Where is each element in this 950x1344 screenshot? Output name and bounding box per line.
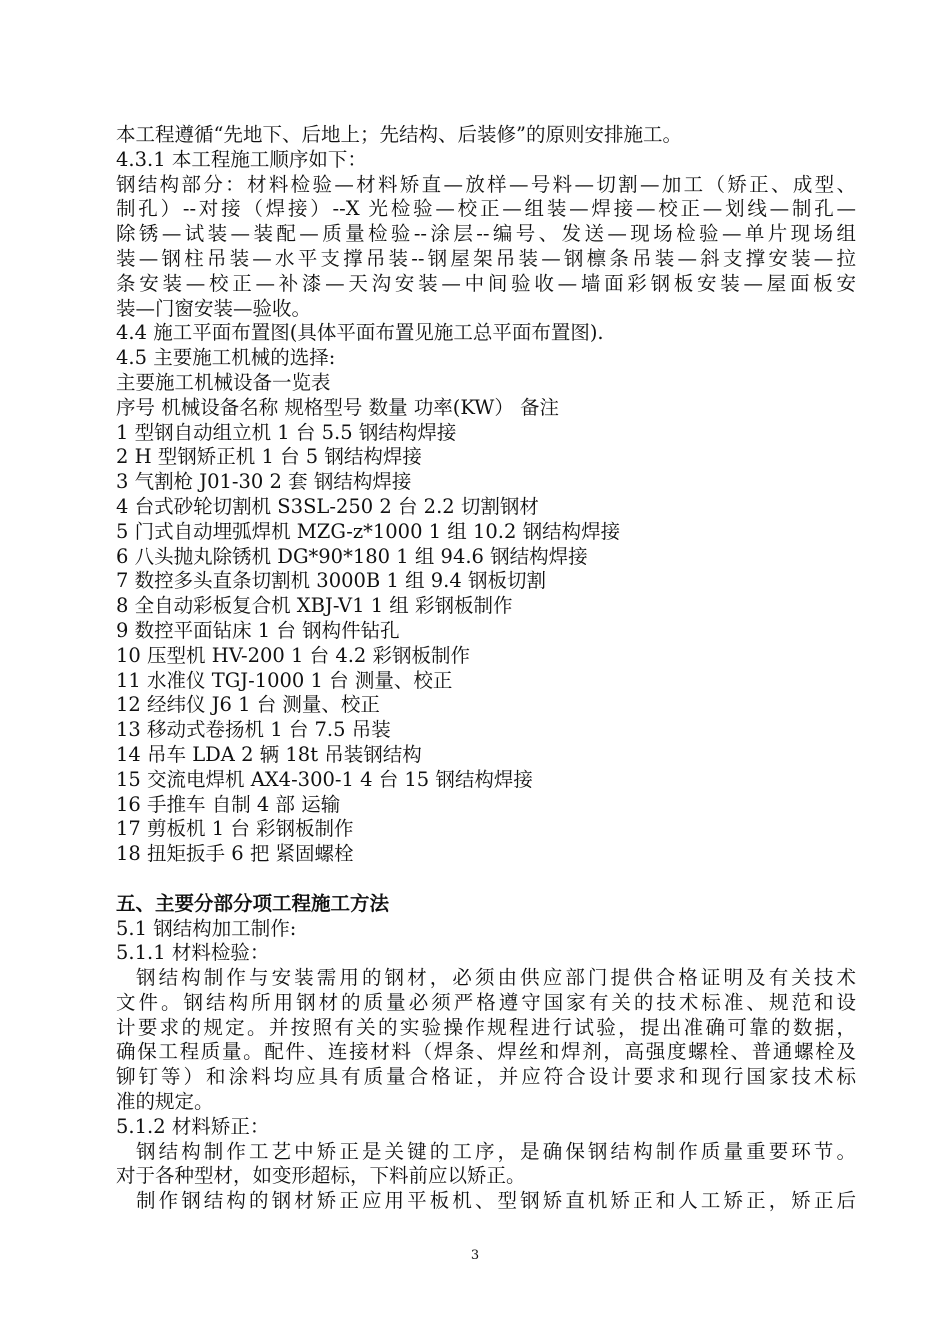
equipment-row: 1 型钢自动组立机 1 台 5.5 钢结构焊接 — [116, 420, 457, 444]
paragraph-line: 文件。钢结构所用钢材的质量必须严格遵守国家有关的技术标准、规范和设 — [116, 990, 856, 1014]
section-5-1: 5.1 钢结构加工制作: — [116, 916, 297, 940]
paragraph-line: 确保工程质量。配件、连接材料（焊条、焊丝和焊剂，高强度螺栓、普通螺栓及 — [116, 1040, 856, 1064]
equipment-row: 7 数控多头直条切割机 3000B 1 组 9.4 钢板切割 — [116, 569, 546, 593]
equipment-row: 16 手推车 自制 4 部 运输 — [116, 792, 341, 816]
equipment-row: 14 吊车 LDA 2 辆 18t 吊装钢结构 — [116, 742, 422, 766]
paragraph-line: 对于各种型材，如变形超标，下料前应以矫正。 — [116, 1164, 526, 1188]
sequence-line: 条安装—校正—补漆—天沟安装—中间验收—墙面彩钢板安装—屋面板安 — [116, 271, 856, 295]
equipment-row: 17 剪板机 1 台 彩钢板制作 — [116, 817, 354, 841]
equipment-row: 8 全自动彩板复合机 XBJ-V1 1 组 彩钢板制作 — [116, 594, 513, 618]
paragraph-line: 钢结构制作工艺中矫正是关键的工序，是确保钢结构制作质量重要环节。 — [136, 1139, 856, 1163]
equipment-row: 2 H 型钢矫正机 1 台 5 钢结构焊接 — [116, 445, 422, 469]
section-4-4: 4.4 施工平面布置图(具体平面布置见施工总平面布置图). — [116, 321, 604, 345]
equipment-row: 6 八头抛丸除锈机 DG*90*180 1 组 94.6 钢结构焊接 — [116, 544, 588, 568]
sequence-line: 除锈—试装—装配—质量检验--涂层--编号、发送—现场检验—单片现场组 — [116, 222, 856, 246]
chapter-5-heading: 五、主要分部分项工程施工方法 — [116, 891, 390, 915]
equipment-row: 5 门式自动埋弧焊机 MZG-z*1000 1 组 10.2 钢结构焊接 — [116, 519, 621, 543]
sequence-line: 装—钢柱吊装—水平支撑吊装--钢屋架吊装—钢檩条吊装—斜支撑安装—拉 — [116, 246, 856, 270]
sequence-line: 制孔）--对接（焊接）--X 光检验—校正—组装—焊接—校正—划线—制孔— — [116, 197, 856, 221]
equipment-row: 10 压型机 HV-200 1 台 4.2 彩钢板制作 — [116, 643, 471, 667]
paragraph-line: 钢结构制作与安装需用的钢材，必须由供应部门提供合格证明及有关技术 — [136, 966, 856, 990]
sequence-line: 钢结构部分：材料检验—材料矫直—放样—号料—切割—加工（矫正、成型、 — [116, 172, 856, 196]
paragraph-line: 计要求的规定。并按照有关的实验操作规程进行试验，提出准确可靠的数据， — [116, 1015, 856, 1039]
page-number: 3 — [470, 1248, 480, 1263]
equipment-table-header: 序号 机械设备名称 规格型号 数量 功率(KW） 备注 — [116, 395, 560, 419]
equipment-row: 9 数控平面钻床 1 台 钢构件钻孔 — [116, 618, 400, 642]
paragraph-line: 铆钉等）和涂料均应具有质量合格证，并应符合设计要求和现行国家技术标 — [116, 1065, 856, 1089]
equipment-row: 18 扭矩扳手 6 把 紧固螺栓 — [116, 842, 354, 866]
intro-paragraph: 本工程遵循“先地下、后地上；先结构、后装修”的原则安排施工。 — [116, 123, 682, 146]
equipment-table-title: 主要施工机械设备一览表 — [116, 370, 331, 394]
section-5-1-2-title: 5.1.2 材料矫正： — [116, 1114, 270, 1138]
equipment-row: 12 经纬仪 J6 1 台 测量、校正 — [116, 693, 380, 717]
page-content — [116, 123, 856, 1214]
paragraph-line: 制作钢结构的钢材矫正应用平板机、型钢矫直机矫正和人工矫正，矫正后 — [136, 1189, 856, 1213]
sequence-line: 装—门窗安装—验收。 — [116, 296, 312, 320]
equipment-row: 15 交流电焊机 AX4-300-1 4 台 15 钢结构焊接 — [116, 767, 533, 791]
equipment-row: 4 台式砂轮切割机 S3SL-250 2 台 2.2 切割钢材 — [116, 494, 539, 518]
paragraph-line: 准的规定。 — [116, 1090, 214, 1114]
section-5-1-1-title: 5.1.1 材料检验： — [116, 941, 270, 965]
equipment-row: 11 水准仪 TGJ-1000 1 台 测量、校正 — [116, 668, 453, 692]
equipment-row: 13 移动式卷扬机 1 台 7.5 吊装 — [116, 718, 391, 742]
equipment-row: 3 气割枪 J01-30 2 套 钢结构焊接 — [116, 470, 412, 494]
section-4-3-1-title: 4.3.1 本工程施工顺序如下： — [116, 147, 367, 171]
section-4-5: 4.5 主要施工机械的选择: — [116, 346, 336, 370]
